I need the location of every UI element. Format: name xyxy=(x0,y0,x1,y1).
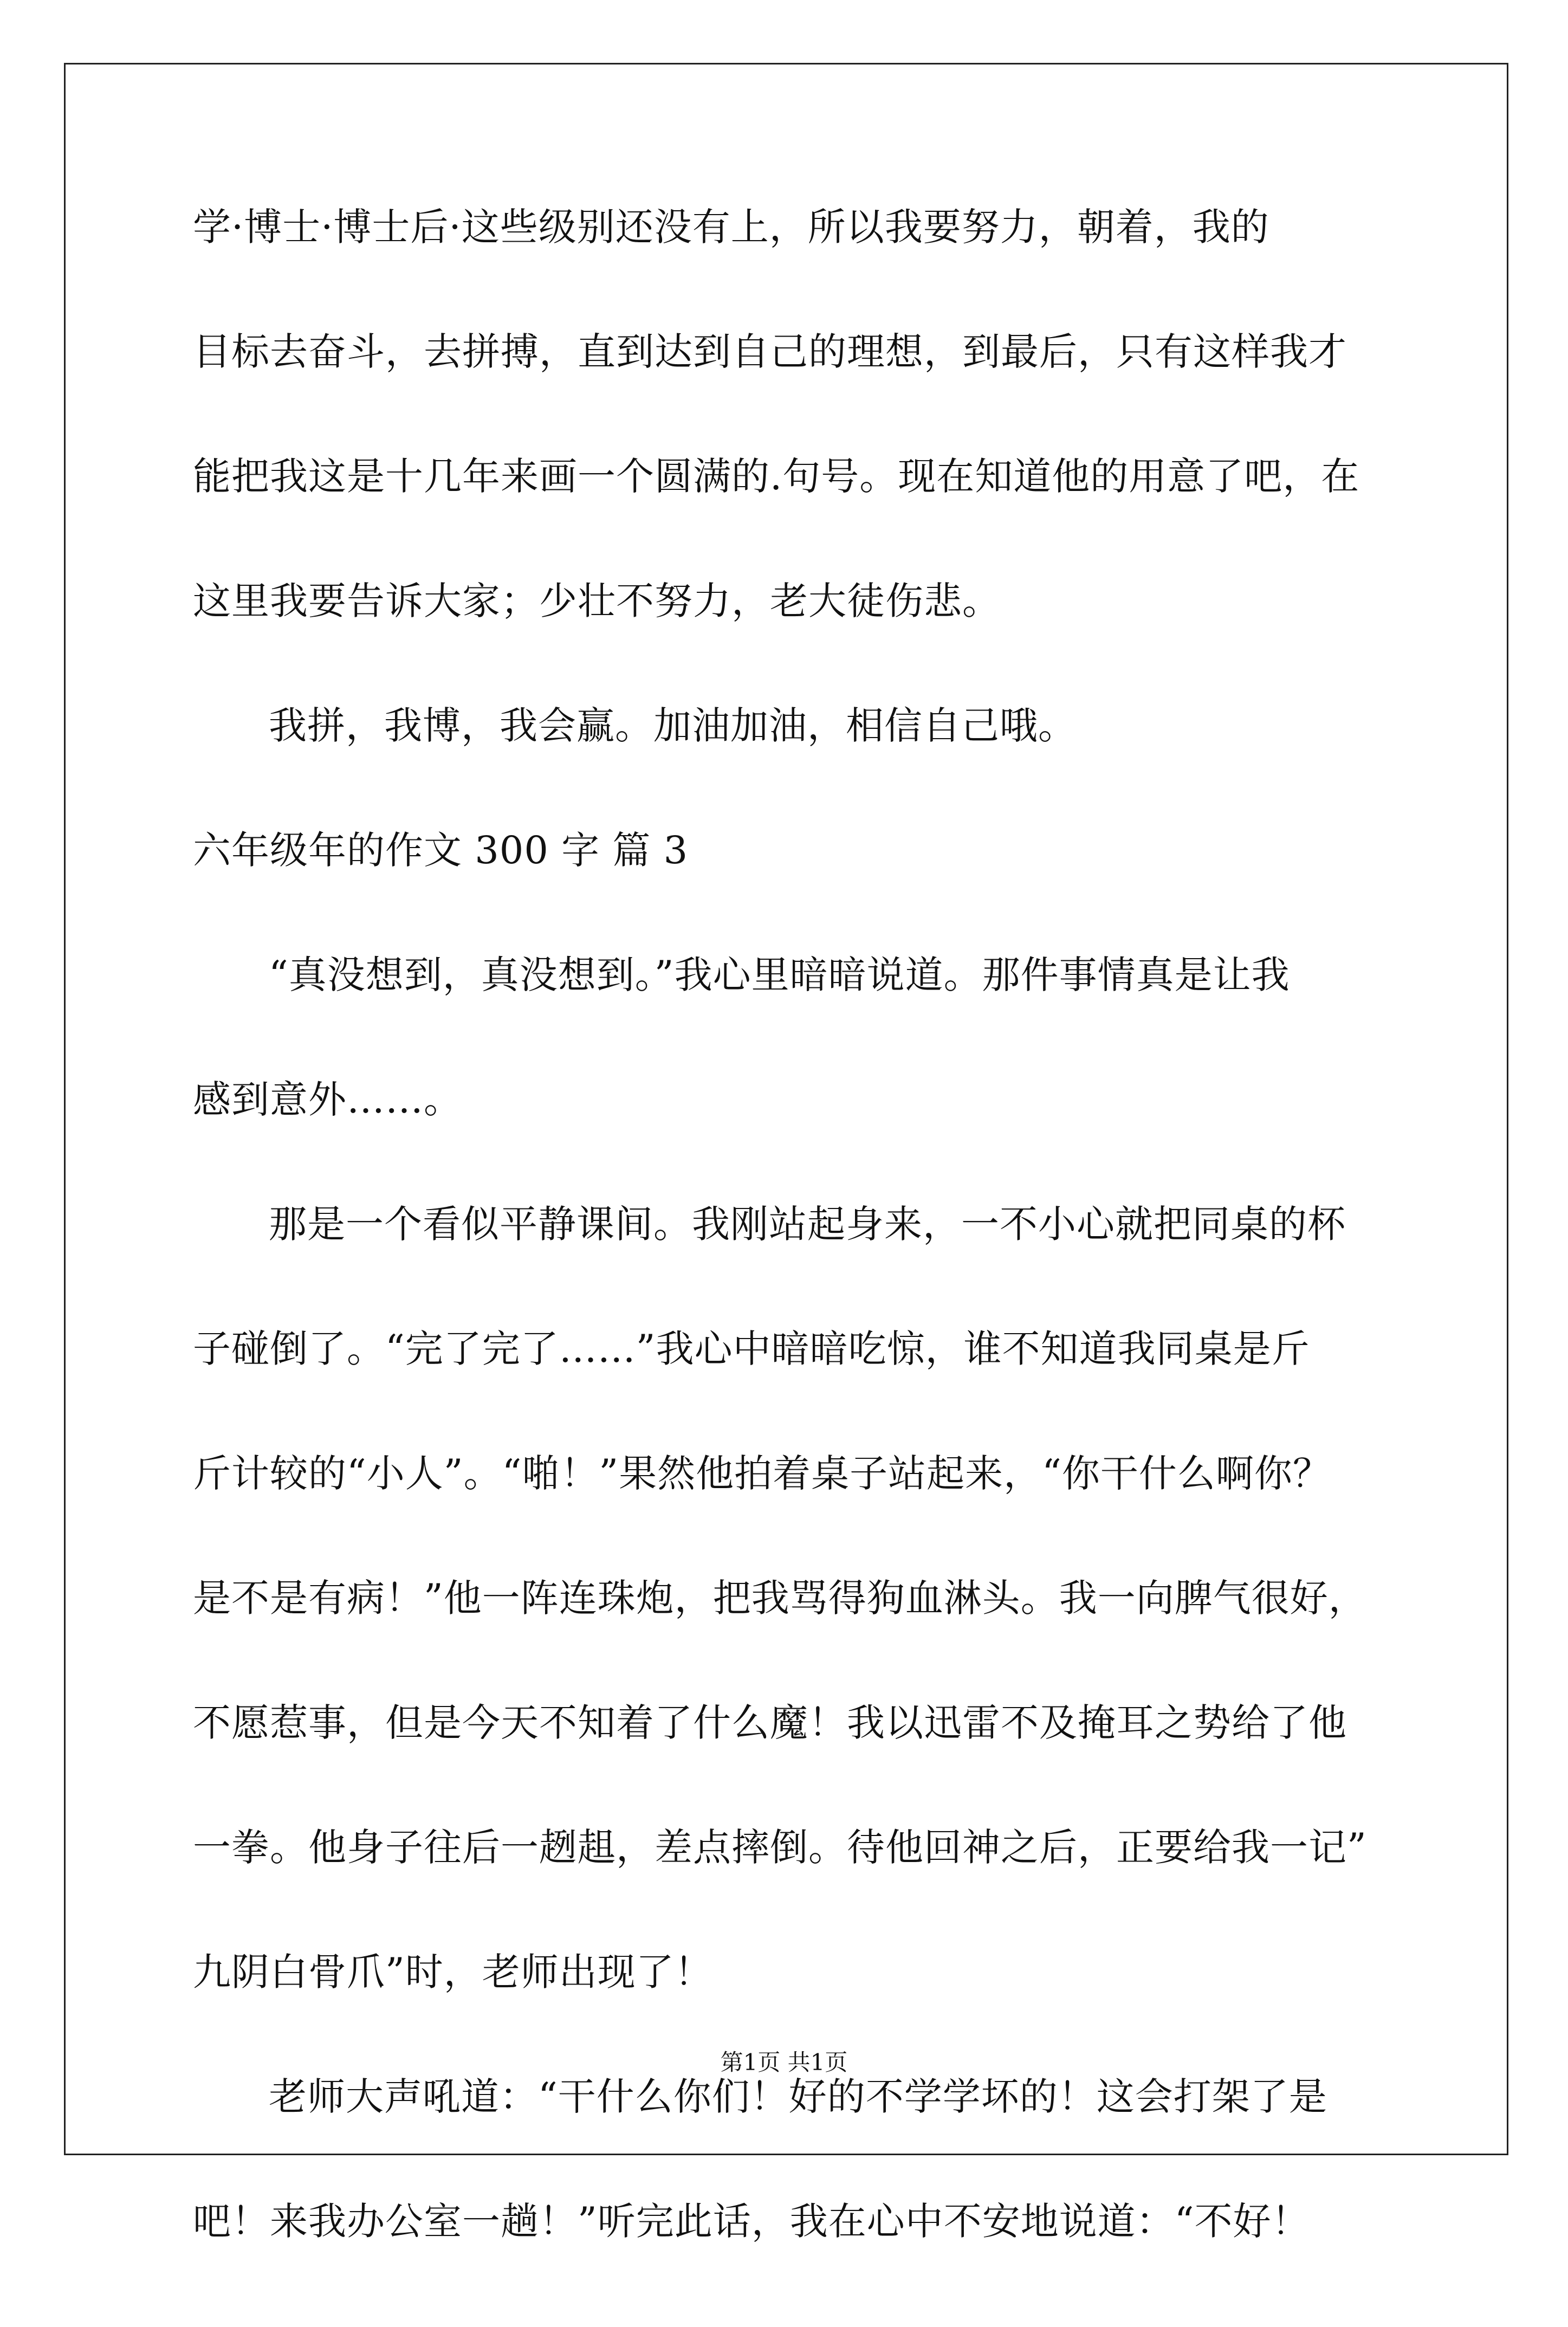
page-footer: 第1页 共1页 xyxy=(720,2049,848,2076)
text-line: “真没想到，真没想到。”我心里暗暗说道。那件事情真是让我 xyxy=(269,953,1290,997)
text-line: 九阴白骨爪”时，老师出现了！ xyxy=(193,1950,713,1994)
text-line: 能把我这是十几年来画一个圆满的.句号。现在知道他的用意了吧，在 xyxy=(193,454,1360,499)
text-line: 子碰倒了。“完了完了……”我心中暗暗吃惊，谁不知道我同桌是斤 xyxy=(193,1327,1310,1371)
text-line: 这里我要告诉大家；少壮不努力，老大徒伤悲。 xyxy=(193,579,1001,623)
text-line: 那是一个看似平静课间。我刚站起身来，一不小心就把同桌的杯 xyxy=(269,1202,1346,1246)
text-line: 一拳。他身子往后一趔趄，差点摔倒。待他回神之后，正要给我一记” xyxy=(193,1825,1367,1870)
text-line: 学·博士·博士后·这些级别还没有上，所以我要努力，朝着，我的 xyxy=(193,205,1269,249)
document-body xyxy=(193,205,1385,2327)
text-line: 吧！来我办公室一趟！”听完此话，我在心中不安地说道：“不好！ xyxy=(193,2199,1310,2244)
text-line: 斤计较的“小人”。“啪！”果然他拍着桌子站起来，“你干什么啊你？ xyxy=(193,1451,1331,1496)
text-line: 不愿惹事，但是今天不知着了什么魔！我以迅雷不及掩耳之势给了他 xyxy=(193,1701,1347,1745)
text-line: 老师大声吼道：“干什么你们！好的不学学坏的！这会打架了是 xyxy=(269,2074,1327,2119)
text-line: 是不是有病！”他一阵连珠炮，把我骂得狗血淋头。我一向脾气很好， xyxy=(193,1576,1367,1620)
text-line: 目标去奋斗，去拼搏，直到达到自己的理想，到最后，只有这样我才 xyxy=(193,329,1347,374)
text-line: 感到意外……。 xyxy=(193,1077,462,1122)
text-line: 我拼，我博，我会赢。加油加油，相信自己哦。 xyxy=(269,703,1077,748)
section-heading: 六年级年的作文 300 字 篇 3 xyxy=(193,828,689,872)
